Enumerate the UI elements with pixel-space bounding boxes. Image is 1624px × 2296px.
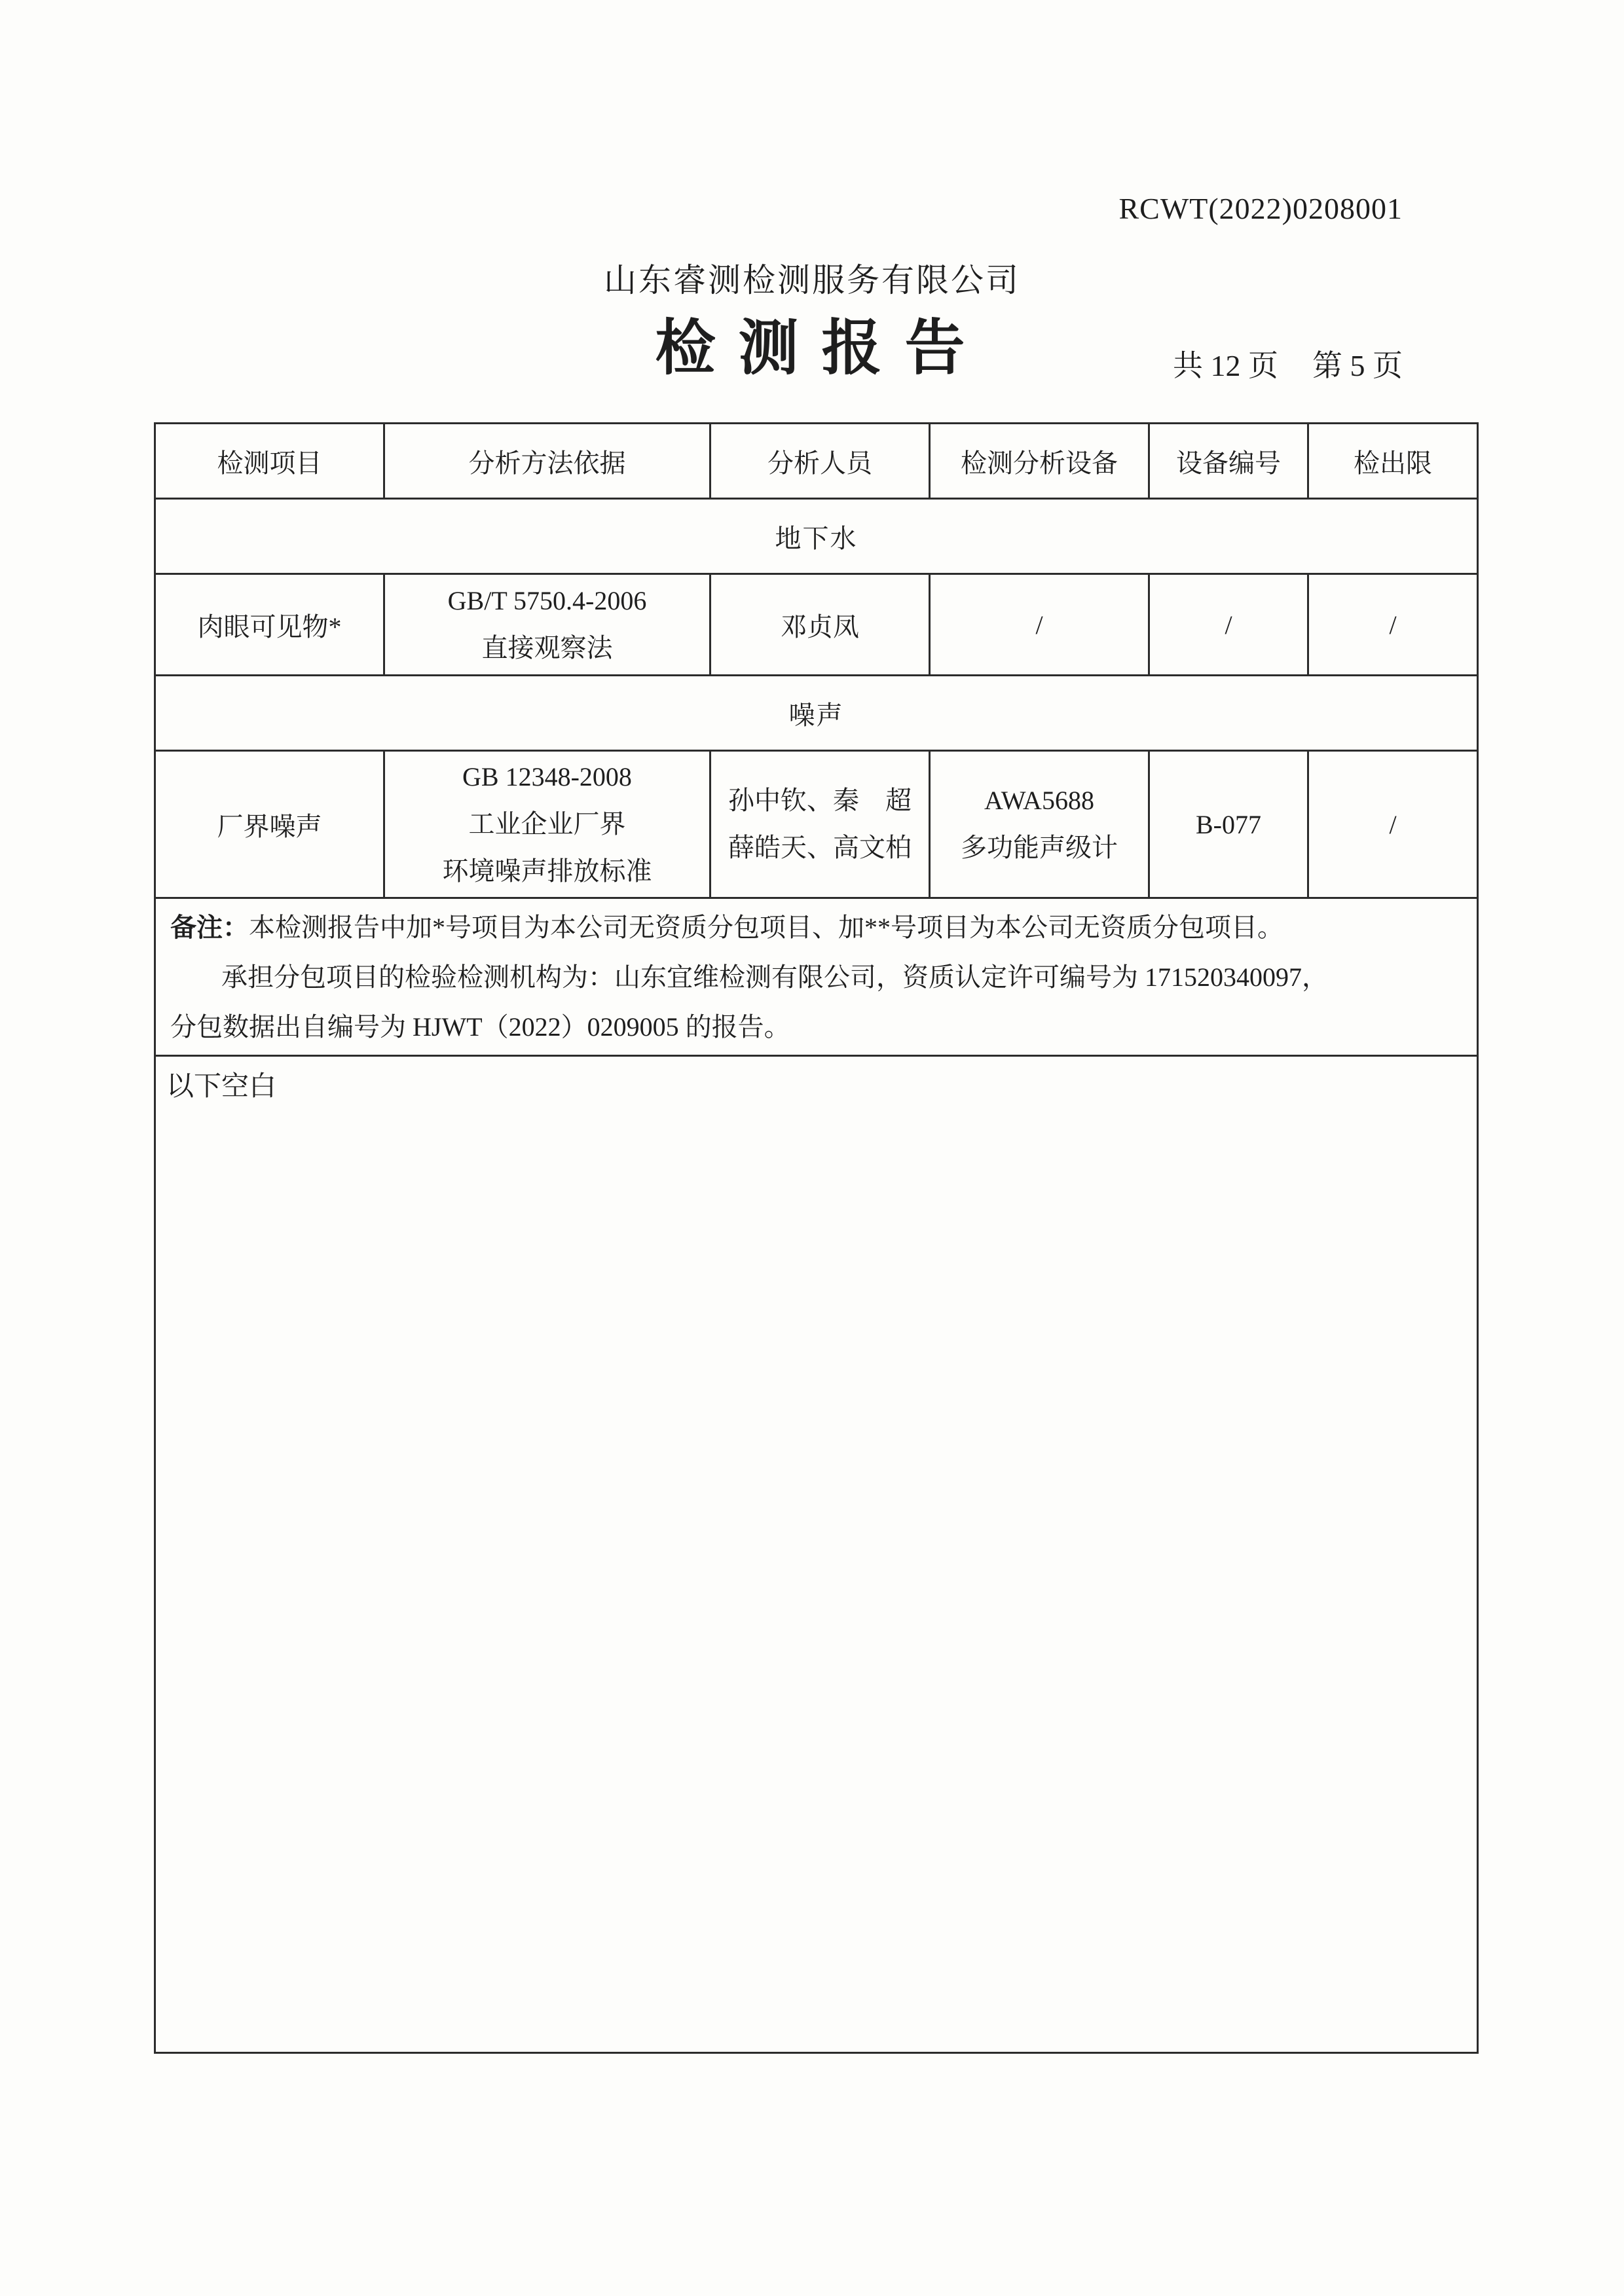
remark-line-2: 承担分包项目的检验检测机构为：山东宜维检测有限公司，资质认定许可编号为 171520340097，	[221, 962, 1328, 992]
section-row-groundwater	[155, 499, 1478, 574]
report-title: 检 测 报 告	[655, 315, 969, 382]
cell-equipment	[930, 751, 1149, 898]
col-header-equipment-no: 设备编号	[1149, 424, 1308, 499]
cell-equipment-no: B-077	[1149, 751, 1308, 898]
remarks-cell	[155, 898, 1478, 1056]
cell-item: 肉眼可见物*	[155, 574, 384, 676]
page-current: 第 5 页	[1312, 349, 1403, 382]
equipment-line: AWA5688	[984, 786, 1094, 815]
method-line: GB/T 5750.4-2006	[447, 586, 647, 615]
analyst-line: 薛皓天、高文柏	[728, 833, 912, 862]
page-total: 共 12 页	[1173, 349, 1278, 382]
report-number: RCWT(2022)0208001	[1118, 192, 1403, 225]
table-row-visible-matter	[155, 574, 1478, 676]
cell-equipment: /	[930, 574, 1149, 676]
method-line: 工业企业厂界	[468, 809, 626, 839]
col-header-method-basis: 分析方法依据	[384, 424, 710, 499]
blank-area-row	[155, 1056, 1478, 2053]
remark-line-1	[170, 903, 1461, 953]
company-name: 山东睿测检测服务有限公司	[604, 262, 1020, 299]
col-header-test-item: 检测项目	[155, 424, 384, 499]
cell-item: 厂界噪声	[155, 751, 384, 898]
section-groundwater-label: 地下水	[155, 499, 1478, 574]
method-line: 环境噪声排放标准	[442, 856, 652, 886]
col-header-analyst: 分析人员	[710, 424, 930, 499]
table-row-boundary-noise	[155, 751, 1478, 898]
analyst-line: 孙中钦、秦 超	[728, 786, 912, 815]
remark-line-3: 分包数据出自编号为 HJWT（2022）0209005 的报告。	[170, 1012, 790, 1042]
section-row-noise	[155, 676, 1478, 751]
cell-equipment-no: /	[1149, 574, 1308, 676]
cell-method	[384, 574, 710, 676]
method-line: GB 12348-2008	[462, 762, 632, 792]
cell-method	[384, 751, 710, 898]
remarks-text-1: 本检测报告中加*号项目为本公司无资质分包项目、加**号项目为本公司无资质分包项目。	[249, 913, 1283, 942]
cell-detection-limit: /	[1308, 751, 1478, 898]
equipment-line: 多功能声级计	[961, 833, 1118, 862]
page-info	[1173, 342, 1403, 385]
col-header-detection-limit: 检出限	[1308, 424, 1478, 499]
remarks-label: 备注：	[170, 913, 249, 942]
col-header-equipment: 检测分析设备	[930, 424, 1149, 499]
cell-analyst: 邓贞凤	[710, 574, 930, 676]
analysis-method-table	[154, 422, 1479, 2054]
section-noise-label: 噪声	[155, 676, 1478, 751]
table-header-row	[155, 424, 1478, 499]
cell-analyst	[710, 751, 930, 898]
blank-below-note: 以下空白	[155, 1056, 1478, 2053]
method-line: 直接观察法	[481, 633, 613, 663]
remarks-row	[155, 898, 1478, 1056]
cell-detection-limit: /	[1308, 574, 1478, 676]
